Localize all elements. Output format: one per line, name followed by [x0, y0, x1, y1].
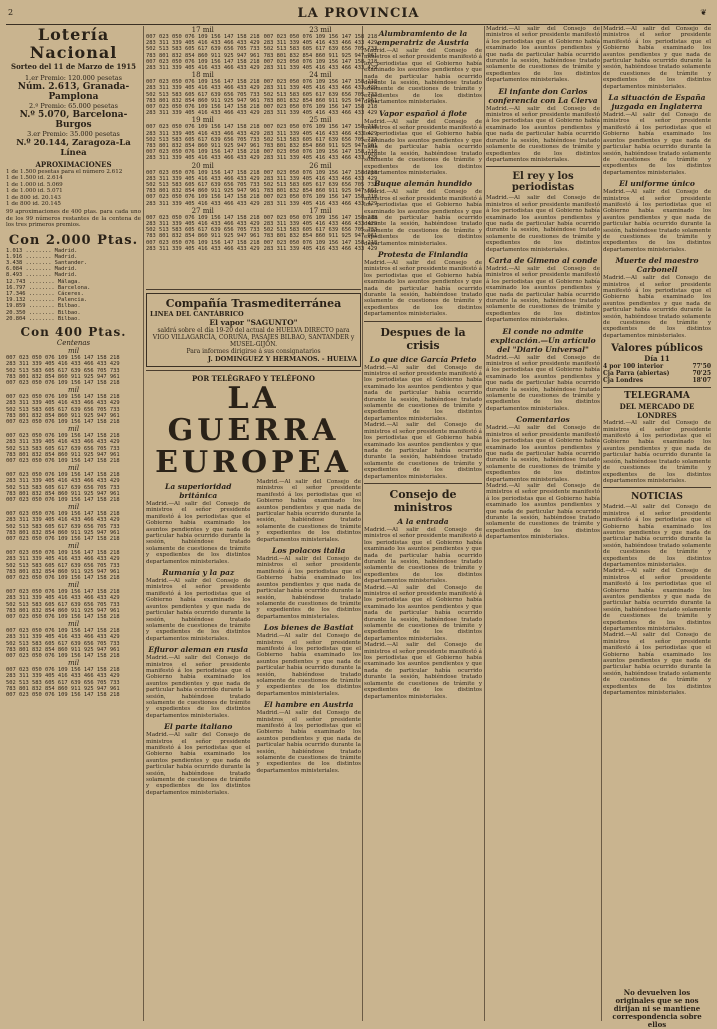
con400-title: Con 400 Ptas.	[20, 325, 127, 340]
number-row: 283 311 339 405 416 433 466 433 429	[263, 40, 378, 47]
number-row: 783 801 832 854 860 911 925 947 961	[263, 52, 378, 59]
number-row: 007 023 050 076 109 156 147 158 218	[146, 214, 260, 221]
masthead	[6, 4, 711, 25]
divider	[364, 321, 482, 322]
number-row: 007 023 050 076 109 156 147 158 218	[146, 34, 260, 40]
column-rule	[143, 26, 144, 1021]
thousand-heading: 20 mil	[191, 161, 214, 170]
con2000-line: 20.350 ........ Bilbao.	[6, 309, 81, 316]
number-row: 502 513 583 605 617 639 656 705 733	[146, 91, 260, 98]
lottery-column	[6, 26, 141, 698]
number-row: 783 801 832 854 860 911 925 947 961	[263, 143, 378, 150]
number-row: 783 801 832 854 860 911 925 947 961	[146, 233, 260, 240]
divider	[603, 487, 711, 488]
con2000-title: Con 2.000 Ptas.	[8, 232, 139, 248]
number-row: 783 801 832 854 860 911 925 947 961	[6, 685, 120, 692]
route-text: saldrá sobre el día 19-20 del actual de HUELVA DIRECTO para VIGO VILLAGARCÍA, CORUÑA, PASAJES BILBAO, SANTANDER y MUSEL-GIJÓN.	[152, 327, 355, 348]
number-row: 007 023 050 076 109 156 147 158 218	[146, 239, 260, 246]
article-text: Madrid.—Al salir del Consejo de ministros el señor presidente manifestó á los periodistas que el Gobierno había examinado los asuntos pendientes y que nada de particular había ocurrido durante la sesión, habiéndose tratado solamente de cuestiones de trámite y expedientes de los distintos departamentos ministeriales.	[146, 501, 251, 565]
number-row: 502 513 583 605 617 639 656 705 733	[146, 227, 260, 234]
number-row: 502 513 583 605 617 639 656 705 733	[6, 484, 120, 491]
number-row: 007 023 050 076 109 156 147 158 218	[6, 472, 120, 479]
valores-table	[603, 363, 711, 384]
number-row: 007 023 050 076 109 156 147 158 218	[146, 58, 260, 65]
number-row: 283 311 339 405 416 433 466 433 429	[6, 556, 120, 563]
number-row: 283 311 339 405 416 433 466 433 429	[263, 200, 378, 207]
number-row: 007 023 050 076 109 156 147 158 218	[146, 194, 260, 201]
section-heading: Carta de Gimeno al conde	[488, 255, 598, 265]
number-row: 007 023 050 076 109 156 147 158 218	[263, 124, 378, 131]
newspaper-title: LA PROVINCIA	[297, 6, 420, 21]
war-col-left	[146, 479, 251, 796]
number-row: 783 801 832 854 860 911 925 947 961	[6, 568, 120, 575]
number-row: 283 311 339 405 416 433 466 433 429	[146, 245, 260, 252]
number-row: 007 023 050 076 109 156 147 158 218	[6, 653, 120, 660]
divider	[146, 370, 361, 371]
approx-title: APROXIMACIONES	[35, 160, 112, 169]
lottery-title: Lotería Nacional	[29, 25, 118, 62]
prize-line: 2.º Premio: 65.000 pesetas	[29, 102, 118, 110]
article-text: Madrid.—Al salir del Consejo de ministros el señor presidente manifestó á los periodistas que el Gobierno había examinado los asuntos pendientes y que nada de particular había ocurrido durante la sesión, habiéndose tratado solamente de cuestiones de trámite y expedientes de los distintos departamentos ministeriales.	[364, 526, 482, 585]
agents-text: J. DOMINGUEZ Y HERMANOS. - HUELVA	[207, 355, 357, 363]
con2000-line: 1.916 ........ Madrid.	[6, 253, 78, 260]
approx-list	[6, 169, 141, 207]
number-row: 007 023 050 076 109 156 147 158 218	[263, 149, 378, 156]
mil-heading: mil	[67, 620, 80, 629]
number-row: 783 801 832 854 860 911 925 947 961	[146, 188, 260, 195]
rey-title: El rey y los periodistas	[511, 171, 575, 194]
number-row: 783 801 832 854 860 911 925 947 961	[146, 143, 260, 150]
number-row: 007 023 050 076 109 156 147 158 218	[263, 104, 378, 111]
article-text: Madrid.—Al salir del Consejo de ministros el señor presidente manifestó á los periodistas que el Gobierno había examinado los asuntos pendientes y que nada de particular había ocurrido durante la sesión, habiéndose tratado solamente de cuestiones de trámite y expedientes de los distintos departamentos ministeriales.	[486, 265, 600, 324]
number-row: 007 023 050 076 109 156 147 158 218	[6, 550, 120, 557]
number-row: 283 311 339 405 416 433 466 433 429	[146, 65, 260, 72]
article-text: Madrid.—Al salir del Consejo de ministros el señor presidente manifestó á los periodistas que el Gobierno había examinado los asuntos pendientes y que nada de particular había ocurrido durante la sesión, habiéndose tratado solamente de cuestiones de trámite y expedientes de los distintos departamentos ministeriales.	[364, 118, 482, 176]
prize-line: Núm. 2.613, Granada-Pamplona	[17, 82, 130, 102]
number-row: 502 513 583 605 617 639 656 705 733	[263, 182, 378, 189]
number-subblock	[146, 71, 260, 116]
valores-label: Cja Parra (abiertas)	[603, 370, 670, 378]
article-text: Madrid.—Al salir del Consejo de ministros el señor presidente manifestó á los periodistas que el Gobierno había examinado los asuntos pendientes y que nada de particular había ocurrido durante la sesión, habiéndose tratado solamente de cuestiones de trámite y expedientes de los distintos departamentos ministeriales.	[603, 112, 711, 176]
number-row: 283 311 339 405 416 433 466 433 429	[146, 130, 260, 137]
number-row: 783 801 832 854 860 911 925 947 961	[6, 529, 120, 536]
center-column	[146, 26, 378, 796]
section-heading: Protesta de Finlandia	[377, 249, 469, 259]
number-row: 007 023 050 076 109 156 147 158 218	[6, 535, 120, 542]
number-row: 007 023 050 076 109 156 147 158 218	[6, 379, 120, 386]
thousand-heading: 19 mil	[191, 116, 214, 125]
divider	[603, 387, 711, 388]
section-heading: El hambre en Austria	[264, 700, 354, 710]
number-row: 502 513 583 605 617 639 656 705 733	[6, 445, 120, 452]
number-row: 502 513 583 605 617 639 656 705 733	[263, 136, 378, 143]
article-text: Madrid.—Al salir del Consejo de ministros el señor presidente manifestó á los periodistas que el Gobierno había examinado los asuntos pendientes y que nada de particular había ocurrido durante la sesión, habiéndose tratado solamente de cuestiones de trámite y expedientes de los distintos departamentos ministeriales.	[603, 189, 711, 253]
section-heading: Los bienes de Bastiat	[263, 623, 354, 633]
article-text: Madrid.—Al salir del Consejo de ministros el señor presidente manifestó á los periodistas que el Gobierno había examinado los asuntos pendientes y que nada de particular había ocurrido durante la sesión, habiéndose tratado solamente de cuestiones de trámite y expedientes de los distintos departamentos ministeriales.	[364, 48, 482, 106]
lottery-subtitle: Sorteo del 11 de Marzo de 1915	[11, 62, 136, 71]
number-row: 502 513 583 605 617 639 656 705 733	[6, 601, 120, 608]
article-text: Madrid.—Al salir del Consejo de ministros el señor presidente manifestó á los periodistas que el Gobierno había examinado los asuntos pendientes y que nada de particular había ocurrido durante la sesión, habiéndose tratado solamente de cuestiones de trámite y expedientes de los distintos departamentos ministeriales.	[603, 568, 711, 633]
number-row: 007 023 050 076 109 156 147 158 218	[6, 418, 120, 425]
number-block	[146, 206, 378, 252]
article-text: Madrid.—Al salir del Consejo de ministros el señor presidente manifestó á los periodistas que el Gobierno había examinado los asuntos pendientes y que nada de particular había ocurrido durante la sesión, habiéndose tratado solamente de cuestiones de trámite y expedientes de los distintos departamentos ministeriales.	[364, 642, 482, 700]
number-row: 283 311 339 405 416 433 466 433 429	[263, 155, 378, 162]
number-subblock	[264, 207, 378, 252]
number-row: 283 311 339 405 416 433 466 433 429	[263, 130, 378, 137]
prize-line: N.º 5.070, Barcelona-Burgos	[19, 110, 128, 130]
number-row: 007 023 050 076 109 156 147 158 218	[146, 104, 260, 111]
valores-value: 18'07	[692, 377, 711, 385]
section-heading: Alumbramiento de la emperatriz de Austria	[377, 29, 469, 47]
number-row: 007 023 050 076 109 156 147 158 218	[263, 79, 378, 86]
mil-heading: mil	[67, 581, 80, 590]
con2000-line: 19.132 ........ Palencia.	[6, 297, 88, 304]
number-row: 502 513 583 605 617 639 656 705 733	[263, 46, 378, 53]
approx-line: 1 de 1.500 pesetas para el número 2.612	[6, 169, 123, 175]
con2000-line: 3.438 ........ Santander.	[6, 260, 88, 267]
article-text: Madrid.—Al salir del Consejo de ministros el señor presidente manifestó á los periodistas que el Gobierno había examinado los asuntos pendientes y que nada de particular había ocurrido durante la sesión, habiéndose tratado solamente de cuestiones de trámite y expedientes de los distintos departamentos ministeriales.	[146, 732, 251, 796]
war-kicker: POR TELÉGRAFO Y TELÉFONO	[192, 374, 315, 383]
noticias-title: NOTICIAS	[631, 492, 683, 503]
number-row: 783 801 832 854 860 911 925 947 961	[6, 451, 120, 458]
number-row: 007 023 050 076 109 156 147 158 218	[146, 124, 260, 131]
number-row: 007 023 050 076 109 156 147 158 218	[6, 574, 120, 581]
valores-day: Día 11	[644, 354, 670, 364]
thousand-heading: 17 mil	[309, 206, 332, 215]
article-text: Madrid.—Al salir del Consejo de ministros el señor presidente manifestó á los periodistas que el Gobierno había examinado los asuntos pendientes y que nada de particular había ocurrido durante la sesión, habiéndose tratado solamente de cuestiones de trámite y expedientes de los distintos departamentos ministeriales.	[486, 26, 600, 84]
section-heading: Muerte del maestro Carbonell	[615, 256, 699, 275]
number-row: 283 311 339 405 416 433 466 433 429	[6, 400, 120, 407]
number-row: 783 801 832 854 860 911 925 947 961	[263, 188, 378, 195]
number-block	[146, 71, 378, 117]
number-row: 007 023 050 076 109 156 147 158 218	[263, 34, 378, 40]
article-text: Madrid.—Al salir del Consejo de ministros el señor presidente manifestó á los periodistas que el Gobierno había examinado los asuntos pendientes y que nada de particular había ocurrido durante la sesión, habiéndose tratado solamente de cuestiones de trámite y expedientes de los distintos departamentos ministeriales.	[364, 259, 482, 318]
number-row: 283 311 339 405 416 433 466 433 429	[6, 517, 120, 524]
number-subblock	[146, 162, 260, 207]
section-heading: Vapor español á flote	[379, 108, 467, 118]
number-row: 007 023 050 076 109 156 147 158 218	[6, 457, 120, 464]
number-row: 783 801 832 854 860 911 925 947 961	[6, 412, 120, 419]
mil-heading: mil	[67, 425, 80, 434]
article-text: Madrid.—Al salir del Consejo de ministros el señor presidente manifestó á los periodistas que el Gobierno había examinado los asuntos pendientes y que nada de particular había ocurrido durante la sesión, habiéndose tratado solamente de cuestiones de trámite y expedientes de los distintos departamentos ministeriales.	[486, 482, 600, 541]
number-row: 283 311 339 405 416 433 466 433 429	[6, 673, 120, 680]
divider	[486, 166, 600, 167]
number-grid	[6, 347, 141, 698]
company-name: Compañía Trasmediterránea	[165, 297, 342, 310]
number-row: 007 023 050 076 109 156 147 158 218	[6, 433, 120, 440]
number-row: 007 023 050 076 109 156 147 158 218	[6, 496, 120, 503]
consejo-title: Consejo de ministros	[389, 487, 457, 514]
article-text: Madrid.—Al salir del Consejo de ministros el señor presidente manifestó á los periodistas que el Gobierno había examinado los asuntos pendientes y que nada de particular había ocurrido durante la sesión, habiéndose tratado solamente de cuestiones de trámite y expedientes de los distintos departamentos ministeriales.	[603, 275, 711, 339]
article-text: Madrid.—Al salir del Consejo de ministros el señor presidente manifestó á los periodistas que el Gobierno había examinado los asuntos pendientes y que nada de particular había ocurrido durante la sesión, habiéndose tratado solamente de cuestiones de trámite y expedientes de los distintos departamentos ministeriales.	[256, 710, 361, 774]
con2000-line: 6.084 ........ Madrid.	[6, 266, 78, 273]
mil-heading: mil	[67, 659, 80, 668]
ornament-icon: ❦	[700, 8, 707, 17]
mil-heading: mil	[67, 542, 80, 551]
telegrama-title: TELEGRAMA	[624, 391, 690, 402]
prize-line: 3.er Premio: 35.000 pesetas	[27, 130, 120, 138]
number-block	[146, 116, 378, 162]
number-row: 283 311 339 405 416 433 466 433 429	[146, 110, 260, 117]
consejo-subtitle: A la entrada	[397, 516, 449, 526]
section-heading: Buque alemán hundido	[374, 179, 472, 189]
article-text: Madrid.—Al salir del Consejo de ministros el señor presidente manifestó á los periodistas que el Gobierno había examinado los asuntos pendientes y que nada de particular había ocurrido durante la sesión, habiéndose tratado solamente de cuestiones de trámite y expedientes de los distintos departamentos ministeriales.	[364, 189, 482, 247]
con2000-list	[6, 248, 141, 322]
article-text: Madrid.—Al salir del Consejo de ministros el señor presidente manifestó á los periodistas que el Gobierno había examinado los asuntos pendientes y que nada de particular había ocurrido durante la sesión, habiéndose tratado solamente de cuestiones de trámite y expedientes de los distintos departamentos ministeriales.	[603, 26, 711, 90]
number-row: 007 023 050 076 109 156 147 158 218	[6, 667, 120, 674]
number-row: 783 801 832 854 860 911 925 947 961	[6, 607, 120, 614]
con2000-line: 17.346 ........ Cáceres.	[6, 291, 84, 298]
news-column-1	[364, 26, 482, 1021]
number-row: 502 513 583 605 617 639 656 705 733	[263, 227, 378, 234]
thousand-heading: 23 mil	[309, 26, 332, 34]
con2000-line: 8.493 ........ Madrid.	[6, 272, 78, 279]
war-col-right	[257, 479, 362, 796]
section-heading: El conde no admite explicación.—Un artículo del "Diario Universal"	[490, 326, 596, 354]
number-row: 783 801 832 854 860 911 925 947 961	[263, 233, 378, 240]
number-row: 007 023 050 076 109 156 147 158 218	[146, 169, 260, 176]
con2000-line: 12.743 ........ Málaga.	[6, 278, 81, 285]
line-name: LINEA DEL CANTÁBRICO	[150, 310, 244, 318]
con2000-line: 20.804 ........ Bilbao.	[6, 315, 81, 322]
crisis-title: Despues de la crisis	[380, 325, 466, 352]
number-block	[146, 161, 378, 207]
number-row: 007 023 050 076 109 156 147 158 218	[263, 169, 378, 176]
column-rule	[484, 26, 485, 1021]
number-row: 283 311 339 405 416 433 466 433 429	[6, 634, 120, 641]
valores-row	[603, 363, 711, 370]
mil-heading: mil	[67, 464, 80, 473]
divider	[364, 483, 482, 484]
number-row: 007 023 050 076 109 156 147 158 218	[6, 628, 120, 635]
section-heading: Comentarios	[516, 415, 570, 425]
number-row: 007 023 050 076 109 156 147 158 218	[6, 355, 120, 362]
number-row: 283 311 339 405 416 433 466 433 429	[263, 175, 378, 182]
war-columns	[146, 479, 361, 796]
number-row: 783 801 832 854 860 911 925 947 961	[6, 490, 120, 497]
number-row: 007 023 050 076 109 156 147 158 218	[263, 239, 378, 246]
number-block	[146, 26, 378, 72]
number-row: 502 513 583 605 617 639 656 705 733	[6, 679, 120, 686]
number-row: 502 513 583 605 617 639 656 705 733	[263, 91, 378, 98]
centenas-label: Centenas	[56, 339, 91, 348]
number-row: 007 023 050 076 109 156 147 158 218	[6, 614, 120, 620]
number-row: 502 513 583 605 617 639 656 705 733	[6, 367, 120, 374]
war-headline: LA GUERRA EUROPEA	[155, 381, 352, 480]
article-text: Madrid.—Al salir del Consejo de ministros el señor presidente manifestó á los periodistas que el Gobierno había examinado los asuntos pendientes y que nada de particular había ocurrido durante la sesión, habiéndose tratado solamente de cuestiones de trámite y expedientes de los distintos departamentos ministeriales.	[256, 633, 361, 697]
number-row: 283 311 339 405 416 433 466 433 429	[146, 40, 260, 47]
valores-value: 77'50	[692, 363, 711, 371]
section-heading: La situación de España juzgada en Inglaterra	[608, 93, 706, 112]
number-row: 283 311 339 405 416 433 466 433 429	[263, 110, 378, 117]
approx-line: 1 de 800 id. 20.145	[6, 201, 61, 208]
article-text: Madrid.—Al salir del Consejo de ministros el señor presidente manifestó á los periodistas que el Gobierno había examinado los asuntos pendientes y que nada de particular había ocurrido durante la sesión, habiéndose tratado solamente de cuestiones de trámite y expedientes de los distintos departamentos ministeriales.	[146, 578, 251, 642]
article-text: Madrid.—Al salir del Consejo de ministros el señor presidente manifestó á los periodistas que el Gobierno había examinado los asuntos pendientes y que nada de particular había ocurrido durante la sesión, habiéndose tratado solamente de cuestiones de trámite y expedientes de los distintos departamentos ministeriales.	[364, 364, 482, 422]
con2000-line: 19.859 ........ Bilbao.	[6, 303, 81, 310]
number-row: 007 023 050 076 109 156 147 158 218	[6, 394, 120, 401]
thousand-heading: 26 mil	[309, 161, 332, 170]
approx-line: 1 de 800 id. 20.143	[6, 194, 61, 201]
article-text: Madrid.—Al salir del Consejo de ministros el señor presidente manifestó á los periodistas que el Gobierno había examinado los asuntos pendientes y que nada de particular había ocurrido durante la sesión, habiéndose tratado solamente de cuestiones de trámite y expedientes de los distintos departamentos ministeriales.	[256, 479, 361, 543]
article-text: Madrid.—Al salir del Consejo de ministros el señor presidente manifestó á los periodistas que el Gobierno había examinado los asuntos pendientes y que nada de particular había ocurrido durante la sesión, habiéndose tratado solamente de cuestiones de trámite y expedientes de los distintos departamentos ministeriales.	[486, 425, 600, 483]
number-row: 283 311 339 405 416 433 466 433 429	[6, 595, 120, 602]
number-row: 007 023 050 076 109 156 147 158 218	[6, 511, 120, 518]
ship-name: El vapor "SAGUNTO"	[209, 318, 298, 327]
article-text: Madrid.—Al salir del Consejo de ministros el señor presidente manifestó á los periodistas que el Gobierno había examinado los asuntos pendientes y que nada de particular había ocurrido durante la sesión, habiéndose tratado solamente de cuestiones de trámite y expedientes de los distintos departamentos ministeriales.	[603, 504, 711, 568]
divider	[146, 289, 361, 290]
article-text: Madrid.—Al salir del Consejo de ministros el señor presidente manifestó á los periodistas que el Gobierno había examinado los asuntos pendientes y que nada de particular había ocurrido durante la sesión, habiéndose tratado solamente de cuestiones de trámite y expedientes de los distintos departamentos ministeriales.	[486, 105, 600, 163]
prize-line: 1.er Premio: 120.000 pesetas	[25, 74, 122, 82]
number-row: 283 311 339 405 416 433 466 433 429	[263, 85, 378, 92]
section-heading: El uniforme único	[619, 179, 695, 189]
number-row: 502 513 583 605 617 639 656 705 733	[146, 136, 260, 143]
number-row: 007 023 050 076 109 156 147 158 218	[146, 79, 260, 86]
number-row: 007 023 050 076 109 156 147 158 218	[146, 149, 260, 156]
approx-line: 1 de 1.000 id. 5.069	[6, 181, 63, 188]
number-subblock	[264, 162, 378, 207]
number-row: 007 023 050 076 109 156 147 158 218	[263, 214, 378, 221]
valores-row	[603, 377, 711, 384]
footer-notice: No devuelven los originales que se nos dirijan ni se mantiene correspondencia sobre ellos	[603, 989, 711, 1029]
column-rule	[601, 26, 602, 1021]
section-heading: El parte italiano	[164, 722, 233, 732]
number-row: 007 023 050 076 109 156 147 158 218	[6, 692, 120, 699]
number-row: 783 801 832 854 860 911 925 947 961	[146, 52, 260, 59]
approx-line: 1 de 1.000 id. 5.071	[6, 188, 63, 195]
approx-line: 1 de 1.500 id. 2.614	[6, 175, 63, 182]
thousand-heading: 24 mil	[309, 71, 332, 80]
mil-heading: mil	[67, 386, 80, 395]
section-heading: Los polacos italia	[272, 546, 346, 556]
mil-heading: mil	[67, 503, 80, 512]
number-row: 783 801 832 854 860 911 925 947 961	[6, 373, 120, 380]
number-subblock	[146, 116, 260, 161]
section-heading: Rumanía y la paz	[162, 568, 235, 578]
number-row: 502 513 583 605 617 639 656 705 733	[146, 182, 260, 189]
number-row: 283 311 339 405 416 433 466 433 429	[6, 478, 120, 485]
number-row: 783 801 832 854 860 911 925 947 961	[146, 97, 260, 104]
number-row: 283 311 339 405 416 433 466 433 429	[146, 155, 260, 162]
number-row: 283 311 339 405 416 433 466 433 429	[263, 245, 378, 252]
news-column-3	[603, 26, 711, 1021]
number-row: 283 311 339 405 416 433 466 433 429	[6, 439, 120, 446]
thousand-heading: 17 mil	[191, 26, 214, 34]
prize-line: N.º 20.144, Zaragoza-La Línea	[16, 138, 131, 158]
number-row: 783 801 832 854 860 911 925 947 961	[263, 97, 378, 104]
number-table	[146, 26, 378, 286]
number-row: 502 513 583 605 617 639 656 705 733	[6, 640, 120, 647]
number-subblock	[146, 26, 260, 71]
number-row: 283 311 339 405 416 433 466 433 429	[146, 200, 260, 207]
crisis-subtitle: Lo que dice García Prieto	[369, 354, 477, 364]
valores-label: Cja Londres	[603, 377, 644, 385]
article-text: Madrid.—Al salir del Consejo de ministros el señor presidente manifestó á los periodistas que el Gobierno había examinado los asuntos pendientes y que nada de particular había ocurrido durante la sesión, habiéndose tratado solamente de cuestiones de trámite y expedientes de los distintos departamentos ministeriales.	[486, 195, 600, 253]
section-heading: La superioridad británica	[165, 482, 232, 500]
number-row: 502 513 583 605 617 639 656 705 733	[6, 523, 120, 530]
approx-note: 99 aproximaciones de 400 ptas. para cada uno de los 99 números restantes de la centena de los tres primeros premios.	[6, 209, 141, 229]
number-row: 283 311 339 405 416 433 466 433 429	[263, 221, 378, 228]
con2000-line: 1.013 ........ Madrid.	[6, 247, 78, 254]
article-text: Madrid.—Al salir del Consejo de ministros el señor presidente manifestó á los periodistas que el Gobierno había examinado los asuntos pendientes y que nada de particular había ocurrido durante la sesión, habiéndose tratado solamente de cuestiones de trámite y expedientes de los distintos departamentos ministeriales.	[256, 556, 361, 620]
valores-row	[603, 370, 711, 377]
number-row: 502 513 583 605 617 639 656 705 733	[146, 46, 260, 53]
article-text: Madrid.—Al salir del Consejo de ministros el señor presidente manifestó á los periodistas que el Gobierno había examinado los asuntos pendientes y que nada de particular había ocurrido durante la sesión, habiéndose tratado solamente de cuestiones de trámite y expedientes de los distintos departamentos ministeriales.	[486, 354, 600, 412]
page-number: 2	[8, 8, 14, 17]
number-row: 283 311 339 405 416 433 466 433 429	[146, 175, 260, 182]
article-text: Madrid.—Al salir del Consejo de ministros el señor presidente manifestó á los periodistas que el Gobierno había examinado los asuntos pendientes y que nada de particular había ocurrido durante la sesión, habiéndose tratado solamente de cuestiones de trámite y expedientes de los distintos departamentos ministeriales.	[603, 632, 711, 697]
number-row: 502 513 583 605 617 639 656 705 733	[6, 406, 120, 413]
section-heading: Efluror aleman en rusia	[148, 645, 249, 655]
shipping-ad	[146, 293, 361, 367]
valores-title: Valores públicos	[611, 343, 703, 355]
con2000-line: 16.797 ........ Barcelona.	[6, 284, 91, 291]
number-row: 007 023 050 076 109 156 147 158 218	[263, 58, 378, 65]
section-heading: El infante don Carlos conferencia con La Cierva	[488, 86, 598, 105]
number-row: 283 311 339 405 416 433 466 433 429	[263, 65, 378, 72]
number-row: 283 311 339 405 416 433 466 433 429	[146, 85, 260, 92]
news-column-2	[486, 26, 600, 1021]
mil-heading: mil	[67, 347, 80, 356]
number-subblock	[146, 207, 260, 252]
number-row: 783 801 832 854 860 911 925 947 961	[6, 646, 120, 653]
number-row: 283 311 339 405 416 433 466 433 429	[146, 221, 260, 228]
thousand-heading: 18 mil	[191, 71, 214, 80]
newspaper-page	[6, 4, 711, 1029]
number-subblock	[264, 71, 378, 116]
number-row: 007 023 050 076 109 156 147 158 218	[263, 194, 378, 201]
valores-label: 4 por 100 interior	[603, 363, 664, 371]
telegrama-subtitle: DEL MERCADO DE LONDRES	[619, 402, 695, 421]
valores-value: 70'25	[692, 370, 711, 378]
thousand-heading: 25 mil	[309, 116, 332, 125]
article-text: Madrid.—Al salir del Consejo de ministros el señor presidente manifestó á los periodistas que el Gobierno había examinado los asuntos pendientes y que nada de particular había ocurrido durante la sesión, habiéndose tratado solamente de cuestiones de trámite y expedientes de los distintos departamentos ministeriales.	[364, 584, 482, 642]
info-text: Para informes dirigirse á sus consignatarios	[186, 348, 321, 355]
number-row: 283 311 339 405 416 433 466 433 429	[6, 361, 120, 368]
thousand-heading: 27 mil	[191, 206, 214, 215]
number-subblock	[264, 26, 378, 71]
lottery-prizes	[6, 74, 141, 158]
number-subblock	[264, 116, 378, 161]
article-text: Madrid.—Al salir del Consejo de ministros el señor presidente manifestó á los periodistas que el Gobierno había examinado los asuntos pendientes y que nada de particular había ocurrido durante la sesión, habiéndose tratado solamente de cuestiones de trámite y expedientes de los distintos departamentos ministeriales.	[603, 420, 711, 484]
article-text: Madrid.—Al salir del Consejo de ministros el señor presidente manifestó á los periodistas que el Gobierno había examinado los asuntos pendientes y que nada de particular había ocurrido durante la sesión, habiéndose tratado solamente de cuestiones de trámite y expedientes de los distintos departamentos ministeriales.	[146, 655, 251, 719]
article-text: Madrid.—Al salir del Consejo de ministros el señor presidente manifestó á los periodistas que el Gobierno había examinado los asuntos pendientes y que nada de particular había ocurrido durante la sesión, habiéndose tratado solamente de cuestiones de trámite y expedientes de los distintos departamentos ministeriales.	[364, 422, 482, 480]
number-row: 007 023 050 076 109 156 147 158 218	[6, 589, 120, 596]
number-row: 502 513 583 605 617 639 656 705 733	[6, 562, 120, 569]
